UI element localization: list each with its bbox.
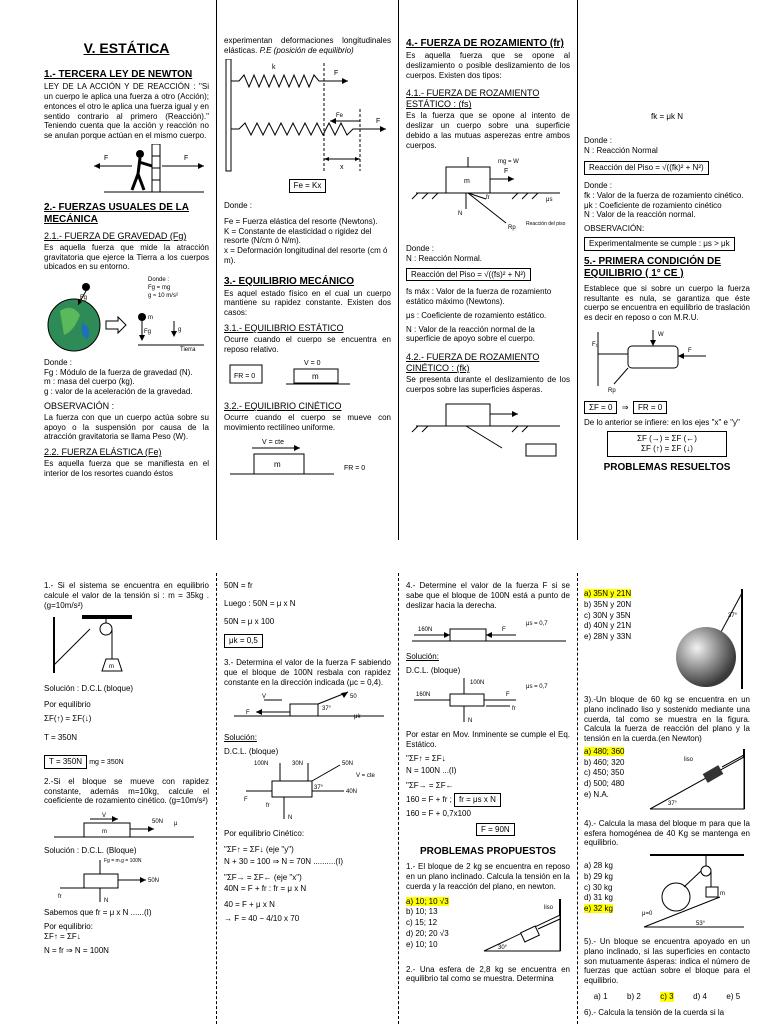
solution-step: N + 30 = 100 ⇒ N = 70N ..........(I) [224, 856, 343, 866]
svg-text:m: m [102, 829, 107, 835]
solution-step: 50N = μ x 100 [224, 616, 275, 626]
kinetic-friction-figure [406, 398, 570, 460]
subsection-heading: 2.2. FUERZA ELÁSTICA (Fe) [44, 447, 162, 458]
section-heading: 1.- TERCERA LEY DE NEWTON [44, 69, 193, 81]
proposed-problem-6-text: 6).- Calcula la tensión de la cuerda si la [584, 1007, 725, 1017]
kinetic-friction-text: Se presenta durante el deslizamiento de los cuerpos sobre las superficies ásperas. [406, 375, 570, 394]
solution-step: 40 = F + μ x N [224, 900, 275, 909]
column-3 [402, 573, 574, 1024]
proposed-4-figure [640, 851, 750, 931]
svg-text:N: N [104, 897, 109, 904]
first-condition-figure [584, 326, 750, 396]
svg-text:37°: 37° [322, 706, 332, 713]
option-e: e) 5 [726, 991, 741, 1001]
option-b: b) 10; 13 [406, 907, 438, 917]
option-d: d) 40N y 21N [584, 621, 632, 631]
option-b: b) 460; 320 [584, 757, 625, 767]
definition-item: x = Deformación longitudinal del resorte (cm ó m). [224, 246, 388, 265]
floor-reaction-formula: Reacción del Piso = √((fk)² + N²) [584, 161, 709, 175]
problem-4-figure [406, 613, 570, 649]
solution-step: N = 100N ...(I) [406, 765, 457, 775]
definition-item: Fg : Módulo de la fuerza de gravedad (N). [44, 367, 193, 377]
first-condition-text: Establece que si sobre un cuerpo la fuerza resultante es nula, se garantiza que éste cuerpo se encuentra en equilibrio de traslación es decir en reposo o con M.R.U. [584, 283, 750, 323]
svg-text:Fg = m.g = 100N: Fg = m.g = 100N [104, 857, 142, 864]
svg-text:Fg: Fg [80, 295, 88, 302]
where-label: Donde : [224, 201, 253, 210]
kinetic-friction-formula: fk = μk N [651, 112, 683, 121]
answer-box: T = 350N [44, 755, 87, 769]
kinetic-equilibrium-text: Ocurre cuando el cuerpo se mueve con movimiento rectilíneo uniforme. [224, 413, 391, 432]
kinetic-equilibrium-figure [224, 436, 391, 486]
svg-text:N: N [288, 814, 293, 821]
problem-4-fbd [406, 676, 570, 726]
svg-text:F: F [376, 117, 381, 125]
definition-item: fk : Valor de la fuerza de rozamiento cinético. [584, 190, 744, 200]
axes-text: De lo anterior se infiere: en los ejes "x" e "y" [584, 418, 740, 428]
option-e: e) 10; 10 [406, 939, 438, 949]
svg-text:m: m [148, 315, 153, 322]
svg-text:V = cte: V = cte [262, 438, 284, 446]
svg-text:μs = 0,7: μs = 0,7 [526, 621, 548, 628]
solution-step: ΣF(↑) = ΣF(↓) [44, 713, 92, 723]
svg-text:m: m [274, 459, 281, 469]
svg-text:FR = 0: FR = 0 [234, 373, 256, 381]
option-c: c) 30N y 35N [584, 610, 631, 620]
section-heading: 4.- FUERZA DE ROZAMIENTO (fr) [406, 38, 564, 49]
svg-text:F: F [244, 796, 248, 803]
column-1: 1.- Si el sistema se encuentra en equilibrio calcule el valor de la tensión si : m = 35kg . (g=10m/s²) m Solución : D.C.L (bloque) Por equilibrio ΣF(↑) = ΣF(↓) T = 350N T = 350N mg = 350N 2.-Si el bloque se mueve con rapidez constante, además m=10kg, calcule el coeficiente de rozamiento cinético. (g=10m/s²) V m 50N μ Solución : D.C.L. (Bloque) Fg = m.g = 100N 50N fr N Sabemos que fr = μ x N ......(I) Por equilibrio: ΣF↑ = ΣF↓ N = fr ⇒ N = 100N [44, 581, 209, 955]
solution-label: Solución: [406, 652, 439, 661]
svg-text:50N: 50N [152, 819, 164, 825]
subsection-heading: 2.1.- FUERZA DE GRAVEDAD (Fg) [44, 230, 187, 241]
subsection-heading: 4.2.- FUERZA DE ROZAMIENTO CINÉTICO : (fk) [406, 352, 540, 374]
observation-heading: OBSERVACIÓN: [584, 224, 645, 233]
where-label: Donde : [406, 244, 435, 254]
svg-text:Rp: Rp [608, 387, 616, 394]
options-list [406, 897, 449, 951]
option-a: a) 28 kg [584, 861, 613, 870]
svg-text:V = cte: V = cte [356, 772, 375, 779]
svg-text:fr: fr [512, 705, 516, 712]
where-label: Donde : [584, 181, 613, 190]
proposed-problem-5-text: 5).- Un bloque se encuentra apoyado en un plano inclinado, si las superficies en contacto son mutuamente ásperas: indica el número de fuerzas que actúan sobre el bloque para el equilibrio. [584, 937, 750, 985]
svg-text:Reacción del piso: Reacción del piso [526, 221, 566, 228]
gravity-figure [44, 275, 209, 355]
svg-text:F: F [104, 154, 109, 162]
column-divider [398, 0, 399, 540]
solution-step: 40N = F + fr : fr = μ x N [224, 884, 307, 894]
svg-text:Fg: Fg [144, 329, 152, 336]
problem-3-fbd [224, 757, 391, 825]
subsection-heading: 3.1.- EQUILIBRIO ESTÁTICO [224, 322, 344, 333]
solution-step: 50N = fr [224, 581, 253, 590]
svg-text:fr: fr [58, 893, 62, 900]
solution-step: T = 350N [44, 733, 77, 743]
solution-step: Por equilibrio: [44, 922, 93, 931]
column-1 [40, 0, 213, 540]
option-c: c) 15; 12 [406, 918, 438, 928]
definition-item: N : Valor de la reacción normal. [584, 210, 696, 220]
svg-text:fr: fr [486, 195, 490, 202]
svg-text:V: V [262, 694, 267, 701]
solution-step: → F = 40 − 4/10 x 70 [224, 913, 300, 923]
svg-text:30°: 30° [498, 944, 508, 951]
svg-text:N: N [458, 211, 463, 218]
column-divider [216, 573, 217, 1024]
svg-text:37°: 37° [728, 613, 738, 619]
svg-text:50: 50 [350, 694, 357, 701]
options-list [584, 747, 624, 801]
svg-text:μs: μs [546, 197, 553, 204]
gravity-text: Es aquella fuerza que mide la atracción gravitatoria que ejerce la Tierra a los cuerpos ubicados en su entorno. [44, 242, 209, 272]
option-b: b) 2 [627, 991, 641, 1001]
friction-text: Es aquella fuerza que se opone al deslizamiento o posible deslizamiento de los cuerpos. Existen dos tipos: [406, 51, 570, 80]
section-heading: 2.- FUERZAS USUALES DE LA MECÁNICA [44, 201, 190, 225]
problem-2-figure [44, 809, 209, 843]
svg-text:m: m [464, 178, 470, 186]
proposed-problem-1-text: 1.- El bloque de 2 kg se encuentra en reposo en un plano inclinado. Calcula la tensión en la cuerda y la reacción del plano, en newton. [406, 862, 570, 891]
svg-text:Fg = mg: Fg = mg [148, 285, 171, 292]
column-divider [577, 0, 578, 540]
hooke-formula: Fe = Kx [289, 179, 327, 193]
option-a-correct: a) 10; 10 √3 [406, 896, 449, 906]
svg-text:37°: 37° [314, 784, 324, 791]
solution-step: "ΣF↑ = ΣF↓ (eje "y") [224, 845, 294, 854]
svg-text:F: F [246, 710, 250, 717]
svg-text:F: F [502, 627, 506, 634]
options-list [584, 589, 631, 643]
solution-label: Solución : D.C.L. (Bloque) [44, 845, 137, 855]
option-e: e) 28N y 33N [584, 632, 632, 641]
svg-text:V = 0: V = 0 [304, 360, 321, 368]
svg-text:160N: 160N [418, 627, 433, 634]
answer-box: μk = 0,5 [224, 634, 263, 648]
static-friction-figure [406, 153, 570, 241]
option-e: e) N.A. [584, 789, 609, 799]
observation-heading: OBSERVACIÓN : [44, 400, 115, 411]
definition-item: μk : Coeficiente de rozamiento cinético [584, 200, 722, 210]
axis-equations-box: ΣF (→) = ΣF (←) ΣF (↑) = ΣF (↓) [607, 431, 727, 457]
svg-text:liso: liso [544, 904, 554, 911]
solution-step: "ΣF→ = ΣF← [406, 781, 454, 791]
static-friction-text: Es la fuerza que se opone al intento de deslizar un cuerpo sobre una superficie debido a las mutuas asperezas entre ambos cuerpos. [406, 111, 570, 150]
answer-box: F = 90N [476, 823, 515, 837]
solution-step: "ΣF↑ = ΣF↓ [406, 753, 446, 763]
svg-text:Fe: Fe [336, 112, 344, 119]
static-equilibrium-figure [224, 357, 391, 393]
solution-step: 160 = F + 0,7x100 [406, 808, 471, 818]
column-2 [220, 0, 395, 540]
elastic-text-continued: experimentan deformaciones longitudinales elásticas. P.E (posición de equilibrio) [224, 36, 391, 55]
svg-text:μk: μk [354, 714, 361, 721]
definition-item: Fe = Fuerza elástica del resorte (Newtons). [224, 216, 378, 226]
svg-text:160N: 160N [416, 691, 431, 698]
svg-text:100N: 100N [254, 760, 269, 767]
svg-text:μ: μ [174, 821, 178, 827]
option-a: a) 1 [593, 991, 608, 1001]
option-a-correct: a) 480; 360 [584, 746, 625, 756]
svg-text:50N: 50N [342, 760, 354, 767]
section-heading: 3.- EQUILIBRIO MECÁNICO [224, 275, 355, 287]
solution-step: Por equilibrio Cinético: [224, 829, 305, 839]
subsection-heading: 3.2.- EQUILIBRIO CINÉTICO [224, 401, 342, 412]
svg-text:100N: 100N [470, 679, 485, 686]
equilibrium-text: Es aquel estado físico en el cual un cuerpo mantiene su rapidez constante. Existen dos casos: [224, 288, 391, 318]
sum-forces-zero: ΣF = 0 [584, 401, 617, 415]
svg-text:μ=0: μ=0 [642, 911, 653, 917]
proposed-problem-2-text: 2.- Una esfera de 2,8 kg se encuentra en equilibrio tal como se muestra. Determina [406, 964, 570, 984]
problem-4-text: 4.- Determine el valor de la fuerza F si se sabe que el bloque de 100N está a punto de deslizar hacia la derecha. [406, 581, 570, 610]
spring-figure [224, 59, 391, 177]
option-d: d) 4 [693, 991, 707, 1001]
svg-text:FR = 0: FR = 0 [344, 464, 366, 472]
svg-text:F: F [184, 154, 189, 162]
definition-item: g : valor de la aceleración de la gravedad. [44, 387, 193, 397]
svg-text:g ≈ 10 m/s²: g ≈ 10 m/s² [148, 293, 178, 300]
definition-item: N : Reacción Normal [584, 145, 658, 155]
svg-text:F: F [504, 168, 509, 176]
solution-step: "ΣF→ = ΣF← (eje "x") [224, 872, 302, 882]
svg-text:Tierra: Tierra [180, 347, 196, 354]
proposed-2-figure [660, 589, 750, 691]
option-c: c) 450; 350 [584, 768, 625, 778]
solution-label: Solución : D.C.L (bloque) [44, 684, 134, 693]
column-divider [398, 573, 399, 1024]
svg-text:g: g [178, 327, 182, 334]
definition-item: m : masa del cuerpo (kg). [44, 377, 135, 387]
option-d: d) 500; 480 [584, 779, 625, 788]
floor-reaction-formula: Reacción del Piso = √((fs)² + N²) [406, 268, 531, 282]
options-row [584, 992, 750, 1002]
page-gap [0, 540, 768, 573]
option-d: d) 20; 20 √3 [406, 928, 449, 938]
svg-text:F₁: F₁ [592, 341, 598, 348]
definition-item: μs : Coeficiente de rozamiento estático. [406, 310, 547, 320]
option-a-correct: a) 35N y 21N [584, 589, 632, 598]
svg-text:F: F [506, 691, 510, 698]
svg-text:F: F [334, 69, 339, 77]
solution-step: ΣF↑ = ΣF↓ [44, 931, 81, 941]
proposed-problem-3-text: 3).-Un bloque de 60 kg se encuentra en un plano inclinado liso y sostenido mediante una cuerda, tal como se muestra en la figura. Calcula la fuerza de reacción del plano y la tensión en la cuerda.(en Newton) [584, 695, 750, 743]
subsection-heading: 4.1.- FUERZA DE ROZAMIENTO ESTÁTICO : (fs) [406, 88, 540, 110]
solution-label: D.C.L. (bloque) [406, 665, 461, 675]
newton-third-law-text: LEY DE LA ACCIÓN Y DE REACCIÓN : "Si un cuerpo le aplica una fuerza a otro (Acción); entonces el otro le aplica una fuerza igual y en sentido contrario al primero (Reacción)." Teniendo cuenta que la acción y reacción no se anulan porque actúan en el mismo cuerpo. [44, 82, 209, 141]
solution-step: Sabemos que fr = μ x N ......(I) [44, 908, 152, 918]
svg-text:37°: 37° [668, 800, 678, 807]
option-b: b) 29 kg [584, 871, 613, 881]
option-d: d) 31 kg [584, 893, 613, 903]
solution-step: Por estar en Mov. Inminente se cumple el Eq. Estático. [406, 730, 570, 749]
solution-step: Luego : 50N = μ x N [224, 598, 296, 608]
svg-text:k: k [272, 63, 276, 71]
proposed-3-figure [640, 747, 750, 813]
svg-text:fr: fr [266, 802, 270, 809]
svg-text:μs = 0,7: μs = 0,7 [526, 683, 548, 690]
experimental-inequality: Experimentalmente se cumple : μs > μk [584, 237, 735, 251]
problems-page [0, 573, 768, 1024]
solution-step: N = fr ⇒ N = 100N [44, 945, 109, 955]
column-2 [220, 573, 395, 1024]
problem-1-figure [44, 613, 209, 677]
definition-item: K = Constante de elasticidad o rigidez del resorte (N/cm ó N/m). [224, 226, 372, 246]
solved-problems-heading: PROBLEMAS RESUELTOS [603, 461, 731, 473]
option-e-correct: e) 32 kg [584, 904, 613, 913]
svg-text:Donde :: Donde : [148, 277, 170, 284]
solution-step: 160 = F + fr ; fr = μs x N [406, 793, 570, 807]
page-title: V. ESTÁTICA [83, 40, 170, 56]
where-label: Donde : [584, 135, 613, 145]
proposed-1-figure [480, 895, 570, 957]
option-c: c) 30 kg [584, 882, 613, 892]
static-equilibrium-text: Ocurre cuando el cuerpo se encuentra en reposo relativo. [224, 334, 391, 354]
proposed-problems-heading: PROBLEMAS PROPUESTOS [420, 846, 556, 858]
action-reaction-figure [44, 144, 209, 194]
column-divider [577, 573, 578, 1024]
options-list [584, 861, 613, 915]
definition-item: fs máx : Valor de la fuerza de rozamiento estático máximo (Newtons). [406, 287, 552, 307]
svg-text:N: N [468, 717, 473, 724]
solution-label: D.C.L. (bloque) [224, 746, 279, 756]
svg-text:m: m [720, 891, 725, 897]
svg-text:m: m [312, 372, 319, 382]
section-heading: 5.- PRIMERA CONDICIÓN DE EQUILIBRIO ( 1° CE ) [584, 255, 721, 279]
column-4: fk = μk N Donde : N : Reacción Normal Reacción del Piso = √((fk)² + N²) Donde : fk : Valor de la fuerza de rozamiento cinético. μk : Coeficiente de rozamiento cinético N : Valor de la reacción normal. OBSERVACIÓN: Experimentalmente se cumple : μs > μk 5.- PRIMERA CONDICIÓN DE EQUILIBRIO ( 1° CE ) Establece que si sobre un cuerpo la fuerza resultante es nula, se garantiza que éste cuerpo se encuentra en equilibrio de traslación es decir en reposo o con M.R.U. W F F₁ Rp ΣF = 0 ⇒ FR = 0 De lo anterior se infiere: en los ejes "x" e "y" ΣF (→) = ΣF (←) ΣF (↑) = ΣF (↓) PROBLEMAS RESUELTOS [584, 112, 750, 473]
resultant-zero: FR = 0 [633, 401, 667, 415]
svg-text:W: W [658, 331, 664, 338]
column-divider [216, 0, 217, 540]
definition-item: N : Reacción Normal. [406, 253, 483, 263]
svg-text:m: m [109, 664, 114, 671]
svg-text:50N: 50N [148, 877, 160, 884]
definition-item: N : Valor de la reacción normal de la superficie de apoyo sobre el cuerpo. [406, 324, 535, 344]
problem-2-text: 2.-Si el bloque se mueve con rapidez constante, además m=10kg, calcule el coeficiente de rozamiento cinético. (g=10m/s²) [44, 776, 209, 806]
elastic-text: Es aquella fuerza que se manifiesta en el interior de los resortes cuando éstos [44, 459, 209, 478]
column-3 [402, 0, 574, 540]
svg-text:x: x [340, 163, 344, 171]
problem-3-figure [224, 690, 391, 730]
problem-3-text: 3.- Determina el valor de la fuerza F sabiendo que el bloque de 100N resbala con rapidez constante en la dirección indicada (μc = 0,4). [224, 658, 391, 687]
svg-text:40N: 40N [346, 788, 358, 795]
svg-text:liso: liso [684, 756, 694, 763]
solution-step: Por equilibrio [44, 699, 91, 709]
problem-1-text: 1.- Si el sistema se encuentra en equilibrio calcule el valor de la tensión si : m = 35kg . (g=10m/s²) [44, 581, 209, 610]
problem-2-fbd [44, 856, 209, 906]
svg-text:V: V [102, 813, 107, 819]
solution-label: Solución: [224, 733, 257, 742]
svg-text:F: F [688, 347, 692, 354]
svg-text:Rp: Rp [508, 225, 516, 232]
svg-text:53°: 53° [696, 921, 706, 927]
svg-text:30N: 30N [292, 760, 304, 767]
option-b: b) 35N y 20N [584, 599, 632, 609]
svg-text:mg = W: mg = W [498, 159, 519, 166]
observation-text: La fuerza con que un cuerpo actúa sobre su apoyo o la suspensión por causa de la atracción gravitatoria se llama Peso (W). [44, 412, 209, 442]
column-4 [580, 573, 754, 1024]
where-label: Donde : [44, 357, 73, 367]
proposed-problem-4-text: 4).- Calcula la masa del bloque m para que la esfera homogénea de 40 Kg se mantenga en equilibrio. [584, 818, 750, 848]
option-c-correct: c) 3 [660, 991, 674, 1001]
